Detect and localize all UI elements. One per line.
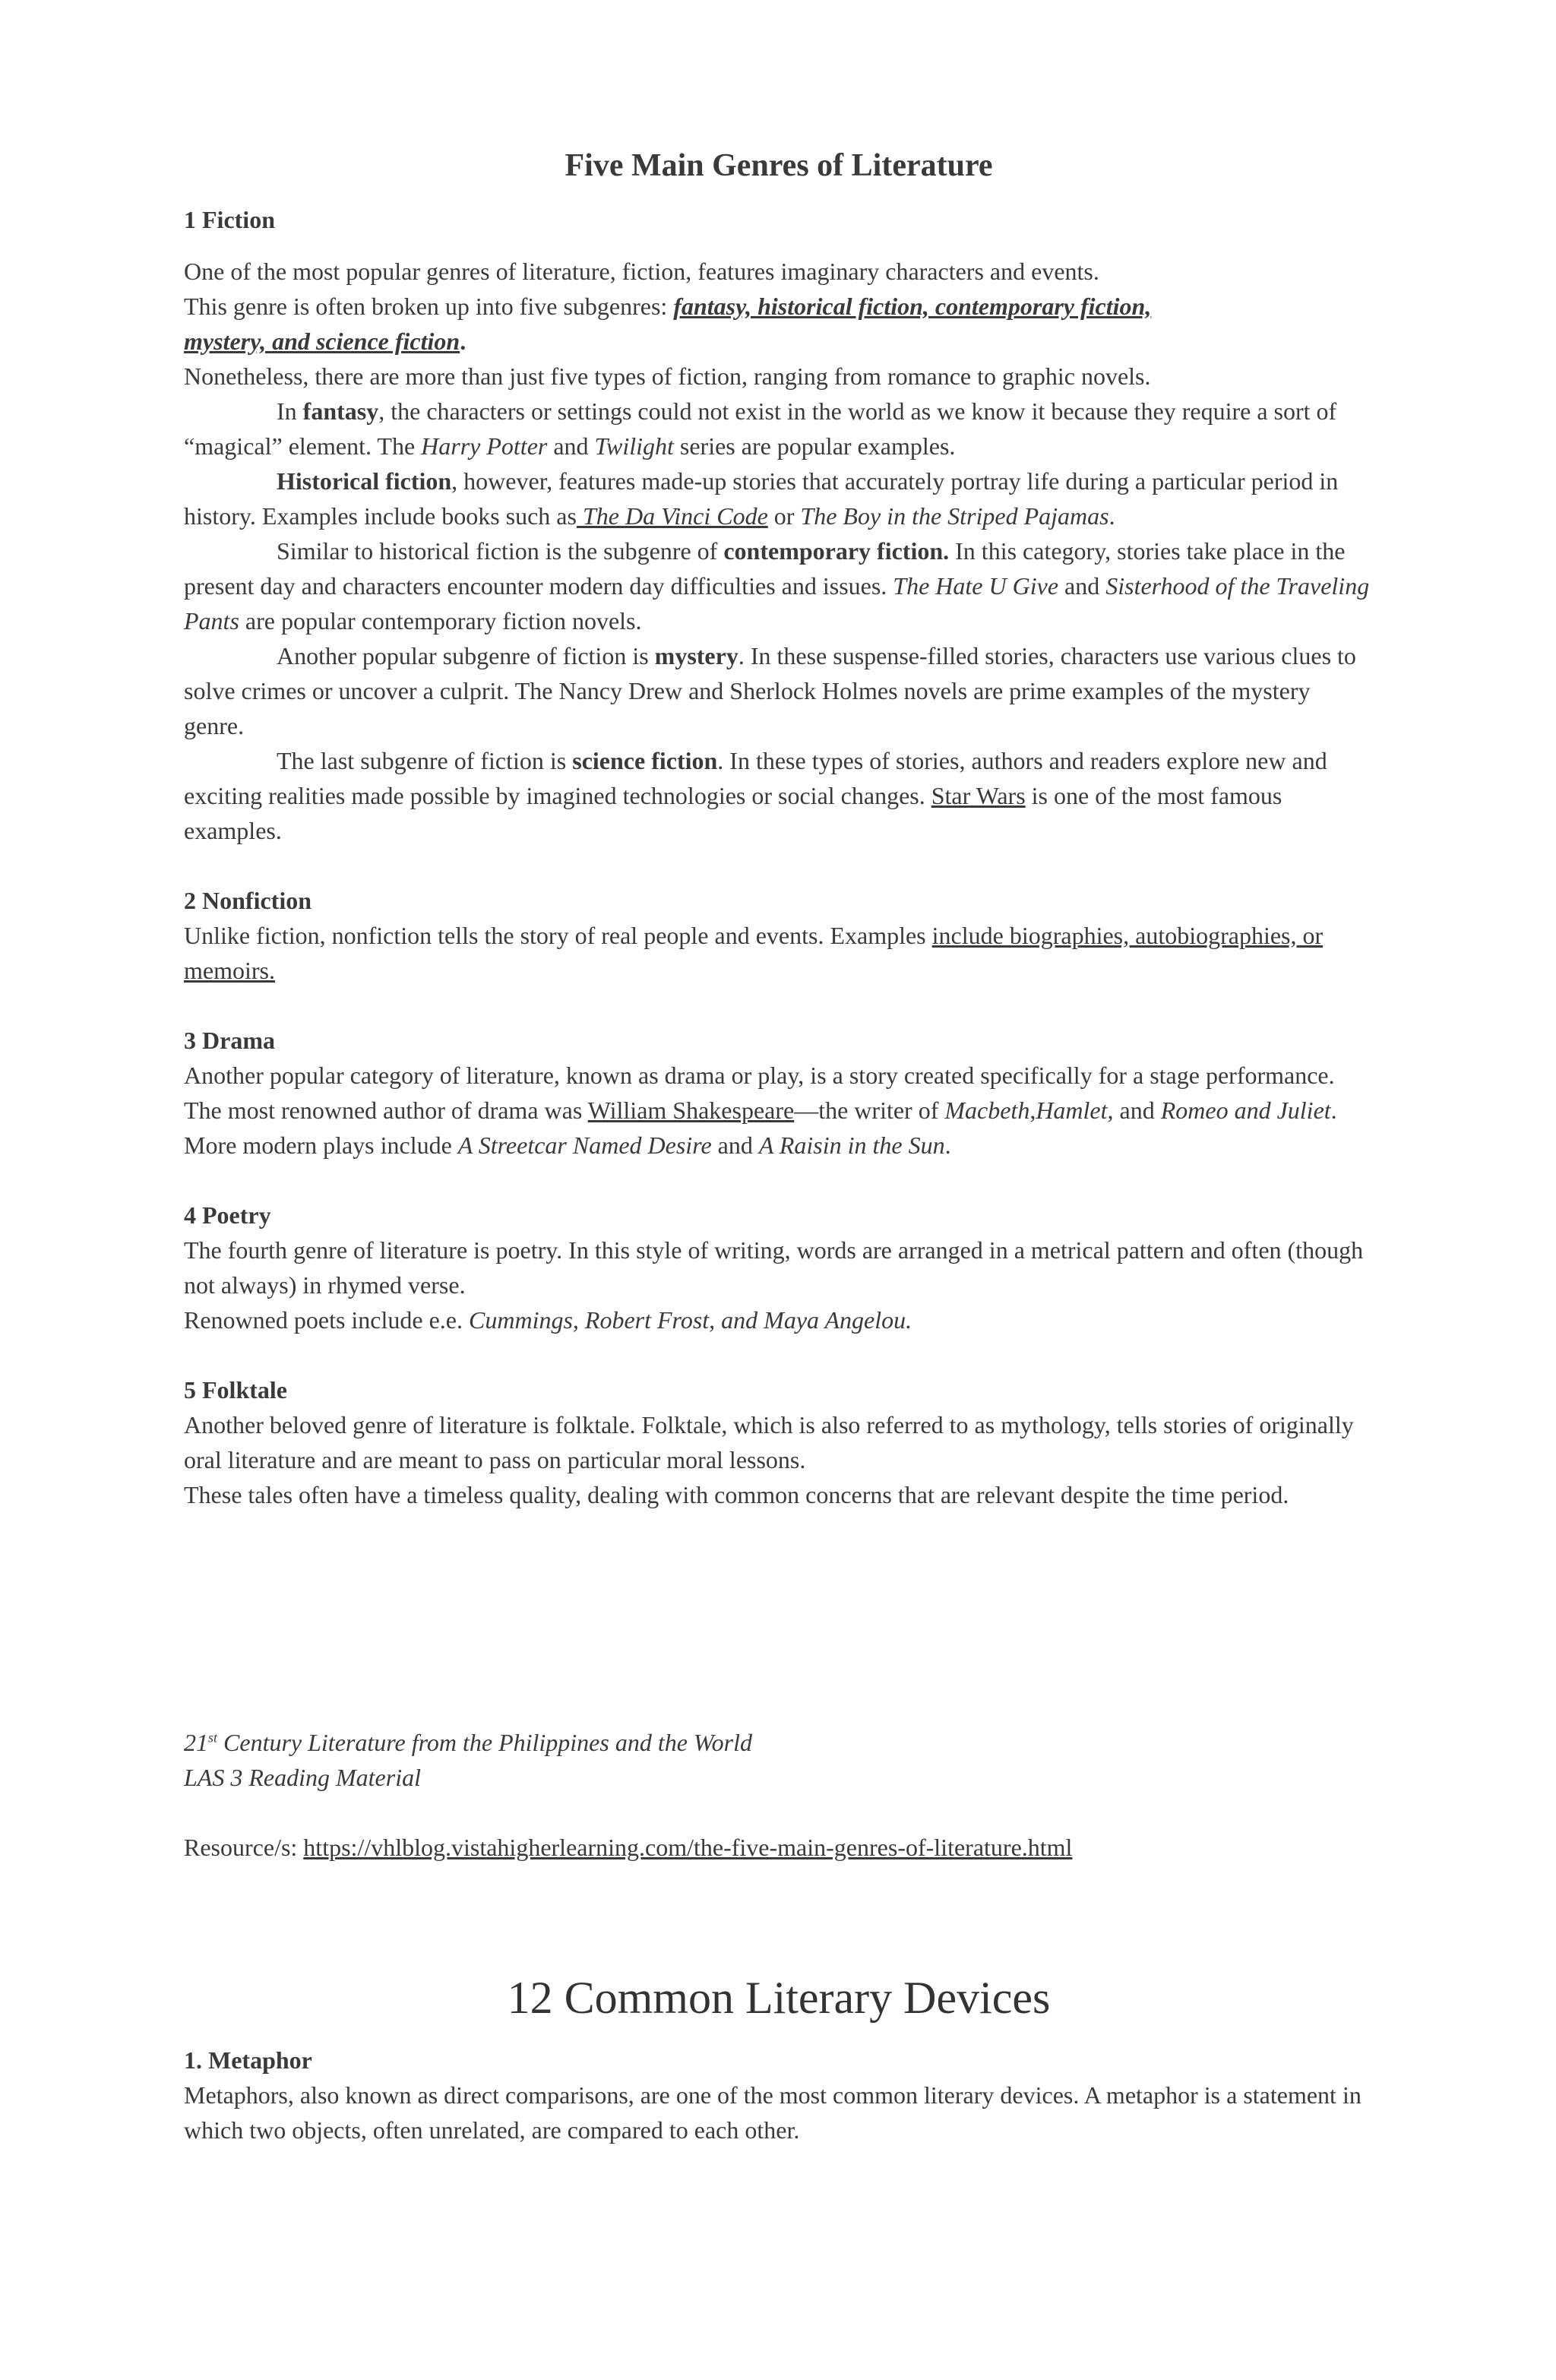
course-number: 21 (184, 1729, 208, 1756)
poetry-text-a: Renowned poets include e.e. (184, 1306, 469, 1334)
poetry-line1: The fourth genre of literature is poetry. In this style of writing, words are arranged in a metrical pattern and often (though not always) in rhymed verse. (184, 1236, 1364, 1299)
course-name: Century Literature from the Philippines and the World (217, 1729, 752, 1756)
contemporary-text-e: and (1058, 572, 1106, 600)
streetcar-title: A Streetcar Named Desire (457, 1131, 712, 1159)
fantasy-text-a: In (277, 397, 303, 425)
drama-text-c: —the writer of (794, 1097, 945, 1124)
sisterhood-title: Sisterhood of the Traveling Pants (184, 572, 1370, 635)
nonfiction-text-a: Unlike fiction, nonfiction tells the story of real people and events. Examples (184, 922, 932, 949)
drama-heading: 3 Drama (184, 1027, 275, 1054)
contemporary-term: contemporary fiction. (723, 537, 950, 565)
hate-u-give-title: The Hate U Give (893, 572, 1059, 600)
folktale-heading: 5 Folktale (184, 1376, 287, 1404)
subgenres-link-cont[interactable]: mystery, and science fiction (184, 328, 460, 355)
metaphor-heading: 1. Metaphor (184, 2046, 312, 2074)
historical-paragraph (184, 464, 1374, 533)
historical-term: Historical fiction (277, 467, 452, 495)
resource-label: Resource/s: (184, 1834, 304, 1861)
historical-text-d: or (767, 502, 801, 530)
historical-text-b: , however, features made-up stories that accurately portray life during a particular period in history. Examples include books such as (184, 467, 1339, 530)
course-superscript: st (208, 1730, 218, 1745)
scifi-text-a: The last subgenre of fiction is (277, 747, 573, 774)
poets-names: Cummings, Robert Frost, and Maya Angelou. (469, 1306, 912, 1334)
las-label (184, 1760, 1374, 1795)
fiction-intro-line2 (184, 289, 1374, 324)
poetry-line2 (184, 1302, 1374, 1337)
devices-title: 12 Common Literary Devices (507, 1973, 1051, 2023)
fantasy-text-e: and (547, 432, 595, 460)
contemporary-text-a: Similar to historical fiction is the subgenre of (277, 537, 724, 565)
romeo-juliet-title: Romeo and Juliet (1160, 1097, 1331, 1124)
page-title: Five Main Genres of Literature (565, 148, 993, 183)
drama-text-k: and (711, 1131, 759, 1159)
poetry-heading: 4 Poetry (184, 1201, 271, 1229)
fantasy-text-c: , the characters or settings could not exist in the world as we know it because they require a sort of “magical” element. The (184, 397, 1337, 460)
biographies-link[interactable]: include biographies, autobiographies, or memoirs. (184, 922, 1324, 984)
drama-text-a: Another popular category of literature, known as drama or play, is a story created specifically for a stage performance. The most renowned author of drama was (184, 1062, 1335, 1124)
fiction-intro-line4: Nonetheless, there are more than just five types of fiction, ranging from romance to graphic novels. (184, 362, 1151, 390)
folktale-line2: These tales often have a timeless quality, dealing with common concerns that are relevant despite the time period. (184, 1481, 1289, 1508)
scifi-term: science fiction (572, 747, 718, 774)
science-fiction-paragraph (184, 743, 1374, 848)
harry-potter-title: Harry Potter (421, 432, 548, 460)
star-wars-link[interactable]: Star Wars (931, 782, 1026, 809)
drama-paragraph (184, 1058, 1374, 1163)
drama-text-i: . More modern plays include (184, 1097, 1337, 1159)
boy-striped-pajamas-title: The Boy in the Striped Pajamas (800, 502, 1109, 530)
mystery-text-c: . In these suspense-filled stories, characters use various clues to solve crimes or uncover a culprit. The Nancy Drew and Sherlock Holmes novels are prime examples of the mystery genre. (184, 642, 1356, 739)
mystery-term: mystery (654, 642, 738, 669)
fiction-heading: 1 Fiction (184, 206, 275, 233)
fiction-intro-line1: One of the most popular genres of literature, fiction, features imaginary characters and events. (184, 258, 1099, 285)
resource-line (184, 1830, 1374, 1865)
drama-text-g: , and (1107, 1097, 1161, 1124)
nonfiction-paragraph (184, 918, 1374, 988)
subgenres-link[interactable]: fantasy, historical fiction, contemporary fiction, (673, 293, 1152, 320)
fiction-intro-line3 (184, 324, 1374, 359)
mystery-paragraph (184, 638, 1374, 743)
contemporary-paragraph (184, 533, 1374, 638)
twilight-title: Twilight (594, 432, 674, 460)
contemporary-text-g: are popular contemporary fiction novels. (239, 607, 642, 635)
historical-text-f: . (1108, 502, 1115, 530)
da-vinci-code-link[interactable]: The Da Vinci Code (576, 502, 768, 530)
mystery-text-a: Another popular subgenre of fiction is (277, 642, 655, 669)
fiction-intro-text: This genre is often broken up into five subgenres: (184, 293, 674, 320)
macbeth-title: Macbeth (944, 1097, 1030, 1124)
course-title (184, 1725, 1374, 1760)
resource-link[interactable]: https://vhlblog.vistahigherlearning.com/the-five-main-genres-of-literature.html (303, 1834, 1073, 1861)
drama-comma: , (1029, 1097, 1036, 1124)
folktale-line1: Another beloved genre of literature is folktale. Folktale, which is also referred to as mythology, tells stories of originally oral literature and are meant to pass on particular moral lessons. (184, 1411, 1354, 1473)
las-text: LAS 3 Reading Material (184, 1764, 421, 1791)
fantasy-text-g: series are popular examples. (673, 432, 956, 460)
fantasy-term: fantasy (302, 397, 379, 425)
scifi-text-c: . In these types of stories, authors and readers explore new and exciting realities made possible by imagined technologies or social changes. (184, 747, 1327, 809)
metaphor-paragraph: Metaphors, also known as direct comparisons, are one of the most common literary devices. A metaphor is a statement in which two objects, often unrelated, are compared to each other. (184, 2081, 1362, 2144)
nonfiction-heading: 2 Nonfiction (184, 887, 312, 914)
scifi-text-e: is one of the most famous examples. (184, 782, 1282, 844)
period: . (460, 328, 466, 355)
fantasy-paragraph (184, 394, 1374, 464)
raisin-title: A Raisin in the Sun (758, 1131, 945, 1159)
hamlet-title: Hamlet (1036, 1097, 1108, 1124)
shakespeare-link[interactable]: William Shakespeare (587, 1097, 795, 1124)
drama-text-m: . (944, 1131, 951, 1159)
contemporary-text-c: In this category, stories take place in the present day and characters encounter modern day difficulties and issues. (184, 537, 1346, 600)
